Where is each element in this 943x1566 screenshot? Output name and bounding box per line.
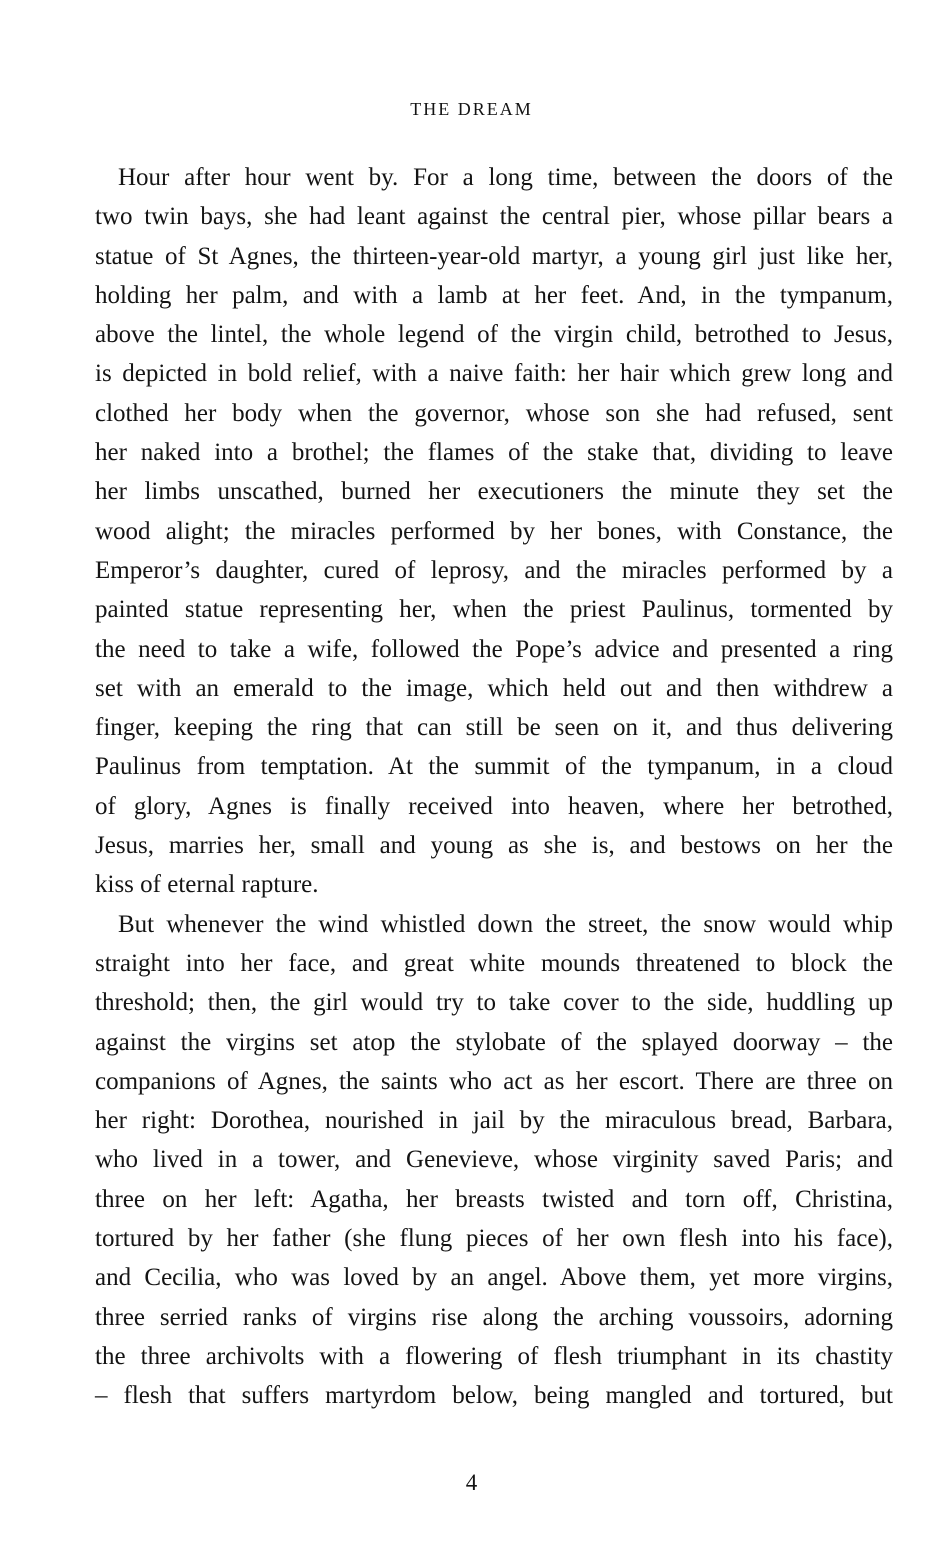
text-line: But whenever the wind whistled down the street, the snow would whip (118, 910, 893, 938)
text-line: Emperor’s daughter, cured of leprosy, and the miracles performed by a (95, 556, 893, 584)
text-line: companions of Agnes, the saints who act as her escort. There are three on (95, 1067, 893, 1095)
text-line: her naked into a brothel; the flames of the stake that, dividing to leave (95, 439, 893, 467)
text-line: who lived in a tower, and Genevieve, whose virginity saved Paris; and (95, 1146, 893, 1174)
text-line: against the virgins set atop the stylobate of the splayed doorway – the (95, 1028, 893, 1056)
body-text (95, 158, 893, 1416)
text-line: her right: Dorothea, nourished in jail by the miraculous bread, Barbara, (95, 1107, 893, 1135)
text-line: the need to take a wife, followed the Pope’s advice and presented a ring (95, 635, 893, 663)
text-line: her limbs unscathed, burned her executioners the minute they set the (95, 478, 893, 506)
text-line: three serried ranks of virgins rise along the arching voussoirs, adorning (95, 1303, 893, 1331)
paragraph-1 (95, 158, 893, 905)
text-line: statue of St Agnes, the thirteen-year-old martyr, a young girl just like her, (95, 242, 893, 270)
text-line: holding her palm, and with a lamb at her feet. And, in the tympanum, (95, 281, 893, 309)
text-line: set with an emerald to the image, which held out and then withdrew a (95, 674, 893, 702)
text-line: finger, keeping the ring that can still be seen on it, and thus delivering (95, 714, 893, 742)
paragraph-2 (95, 905, 893, 1416)
text-line: tortured by her father (she flung pieces of her own flesh into his face), (95, 1225, 893, 1253)
text-line: two twin bays, she had leant against the central pier, whose pillar bears a (95, 203, 893, 231)
text-line: Hour after hour went by. For a long time, between the doors of the (118, 164, 893, 191)
text-line: wood alight; the miracles performed by her bones, with Constance, the (95, 517, 893, 545)
text-line: the three archivolts with a flowering of flesh triumphant in its chastity (95, 1342, 893, 1370)
text-line: threshold; then, the girl would try to take cover to the side, huddling up (95, 989, 893, 1017)
text-line: of glory, Agnes is finally received into heaven, where her betrothed, (95, 792, 893, 820)
text-line: straight into her face, and great white mounds threatened to block the (95, 949, 893, 977)
text-line: – flesh that suffers martyrdom below, being mangled and tortured, but (95, 1382, 893, 1410)
text-line: kiss of eternal rapture. (95, 871, 319, 899)
text-line: is depicted in bold relief, with a naive faith: her hair which grew long and (95, 360, 893, 388)
text-line: Jesus, marries her, small and young as she is, and bestows on her the (95, 832, 893, 860)
text-line: and Cecilia, who was loved by an angel. Above them, yet more virgins, (95, 1264, 893, 1292)
text-line: above the lintel, the whole legend of the virgin child, betrothed to Jesus, (95, 321, 893, 349)
running-head: THE DREAM (410, 99, 533, 119)
text-line: Paulinus from temptation. At the summit of the tympanum, in a cloud (95, 753, 893, 781)
page-number: 4 (465, 1470, 478, 1495)
text-line: painted statue representing her, when the priest Paulinus, tormented by (95, 596, 893, 624)
text-line: three on her left: Agatha, her breasts twisted and torn off, Christina, (95, 1185, 893, 1213)
text-line: clothed her body when the governor, whose son she had refused, sent (95, 399, 893, 427)
